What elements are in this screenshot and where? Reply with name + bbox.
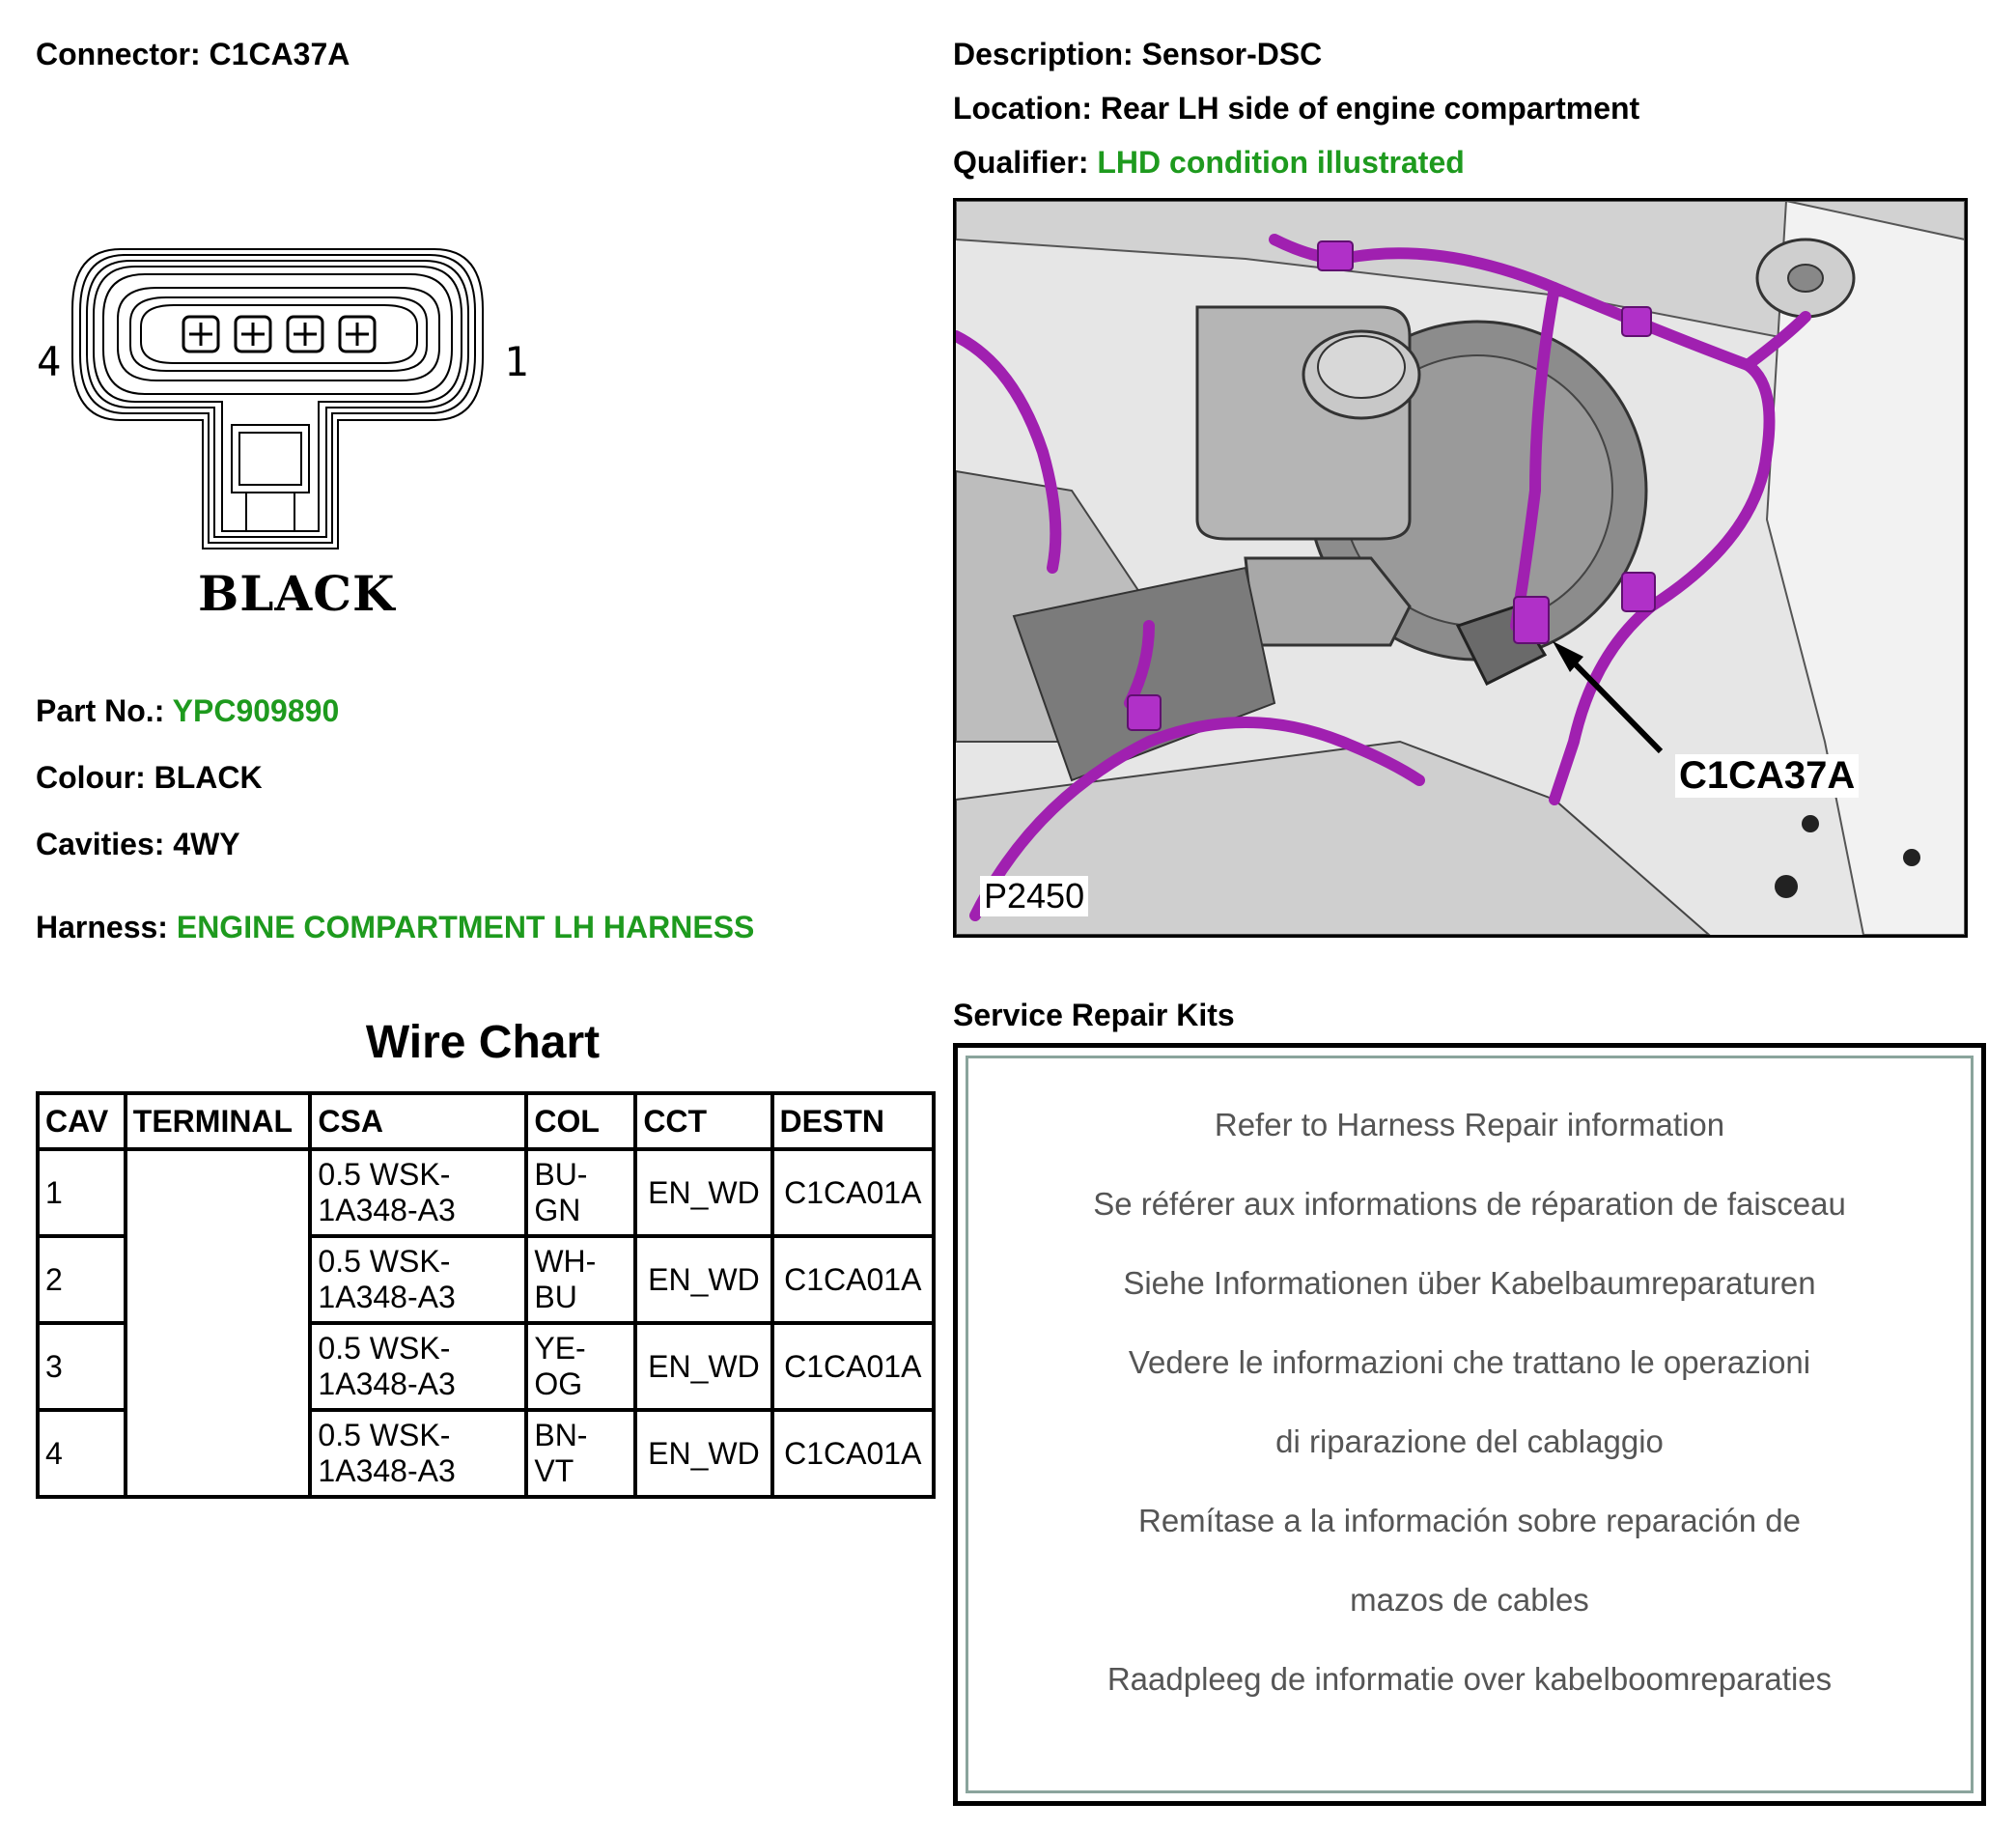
cell-cav: 1 <box>38 1149 126 1236</box>
cell-cct: EN_WD <box>635 1236 771 1323</box>
service-repair-kits-title: Service Repair Kits <box>953 998 1235 1032</box>
header-col: COL <box>526 1093 635 1149</box>
cell-cct: EN_WD <box>635 1410 771 1497</box>
engine-bay-illustration-icon <box>956 201 1965 935</box>
header-csa: CSA <box>310 1093 526 1149</box>
cell-col: YE- OG <box>526 1323 635 1410</box>
cavities-line: Cavities: 4WY <box>36 827 240 861</box>
service-repair-kits-box <box>953 1043 1986 1806</box>
part-no-line: Part No.: YPC909890 <box>36 693 340 728</box>
description-line: Description: Sensor-DSC <box>953 37 1323 71</box>
cell-col: BN- VT <box>526 1410 635 1497</box>
harness-value: ENGINE COMPARTMENT LH HARNESS <box>176 910 755 944</box>
wire-chart-title: Wire Chart <box>365 1017 601 1068</box>
cell-destn: C1CA01A <box>772 1149 934 1236</box>
part-no-value: YPC909890 <box>172 693 340 728</box>
cell-csa: 0.5 WSK- 1A348-A3 <box>310 1323 526 1410</box>
kit-line: Vedere le informazioni che trattano le operazioni <box>1128 1344 1811 1380</box>
header-cct: CCT <box>635 1093 771 1149</box>
connector-outline-icon <box>29 241 541 618</box>
illustration-callout-label: C1CA37A <box>1675 754 1859 798</box>
colour-line: Colour: BLACK <box>36 760 263 795</box>
cell-csa: 0.5 WSK- 1A348-A3 <box>310 1410 526 1497</box>
service-repair-kits-inner-frame <box>966 1056 1974 1793</box>
header-destn: DESTN <box>772 1093 934 1149</box>
location-illustration <box>953 198 1968 938</box>
cell-terminal <box>126 1410 311 1497</box>
cell-cct: EN_WD <box>635 1323 771 1410</box>
cell-cct: EN_WD <box>635 1149 771 1236</box>
pin-number-left: 4 <box>37 338 62 385</box>
connector-face-drawing <box>29 241 541 618</box>
cell-cav: 2 <box>38 1236 126 1323</box>
cell-csa: 0.5 WSK- 1A348-A3 <box>310 1149 526 1236</box>
cell-destn: C1CA01A <box>772 1323 934 1410</box>
wire-chart-table <box>36 1091 936 1499</box>
cell-terminal <box>126 1323 311 1410</box>
table-header-row <box>38 1093 934 1149</box>
kit-line: Refer to Harness Repair information <box>1214 1107 1725 1142</box>
cell-col: WH- BU <box>526 1236 635 1323</box>
kit-line: Remítase a la información sobre reparación de <box>1137 1503 1802 1538</box>
table-row <box>38 1323 934 1410</box>
kit-line: mazos de cables <box>1350 1582 1589 1618</box>
cell-terminal <box>126 1149 311 1236</box>
cell-cav: 4 <box>38 1410 126 1497</box>
illustration-figure-id: P2450 <box>980 876 1088 916</box>
cell-terminal <box>126 1236 311 1323</box>
header-terminal: TERMINAL <box>126 1093 311 1149</box>
cell-destn: C1CA01A <box>772 1236 934 1323</box>
cell-col: BU- GN <box>526 1149 635 1236</box>
table-row <box>38 1236 934 1323</box>
kit-line: Raadpleeg de informatie over kabelboomreparaties <box>1106 1661 1833 1697</box>
harness-line: Harness: ENGINE COMPARTMENT LH HARNESS <box>36 910 755 944</box>
qualifier-value: LHD condition illustrated <box>1097 145 1465 180</box>
table-row <box>38 1410 934 1497</box>
cell-destn: C1CA01A <box>772 1410 934 1497</box>
kit-line: Se référer aux informations de réparation de faisceau <box>1093 1186 1846 1222</box>
kit-line: Siehe Informationen über Kabelbaumreparaturen <box>1123 1265 1816 1301</box>
pin-number-right: 1 <box>504 338 529 385</box>
kit-line: di riparazione del cablaggio <box>1275 1423 1664 1459</box>
header-cav: CAV <box>38 1093 126 1149</box>
cavity-icons <box>183 317 375 352</box>
connector-colour-caption: BLACK <box>198 565 396 622</box>
qualifier-line: Qualifier: LHD condition illustrated <box>953 145 1465 180</box>
cell-csa: 0.5 WSK- 1A348-A3 <box>310 1236 526 1323</box>
table-row <box>38 1149 934 1236</box>
location-line: Location: Rear LH side of engine compartment <box>953 91 1640 126</box>
cell-cav: 3 <box>38 1323 126 1410</box>
connector-heading: Connector: C1CA37A <box>36 37 350 71</box>
